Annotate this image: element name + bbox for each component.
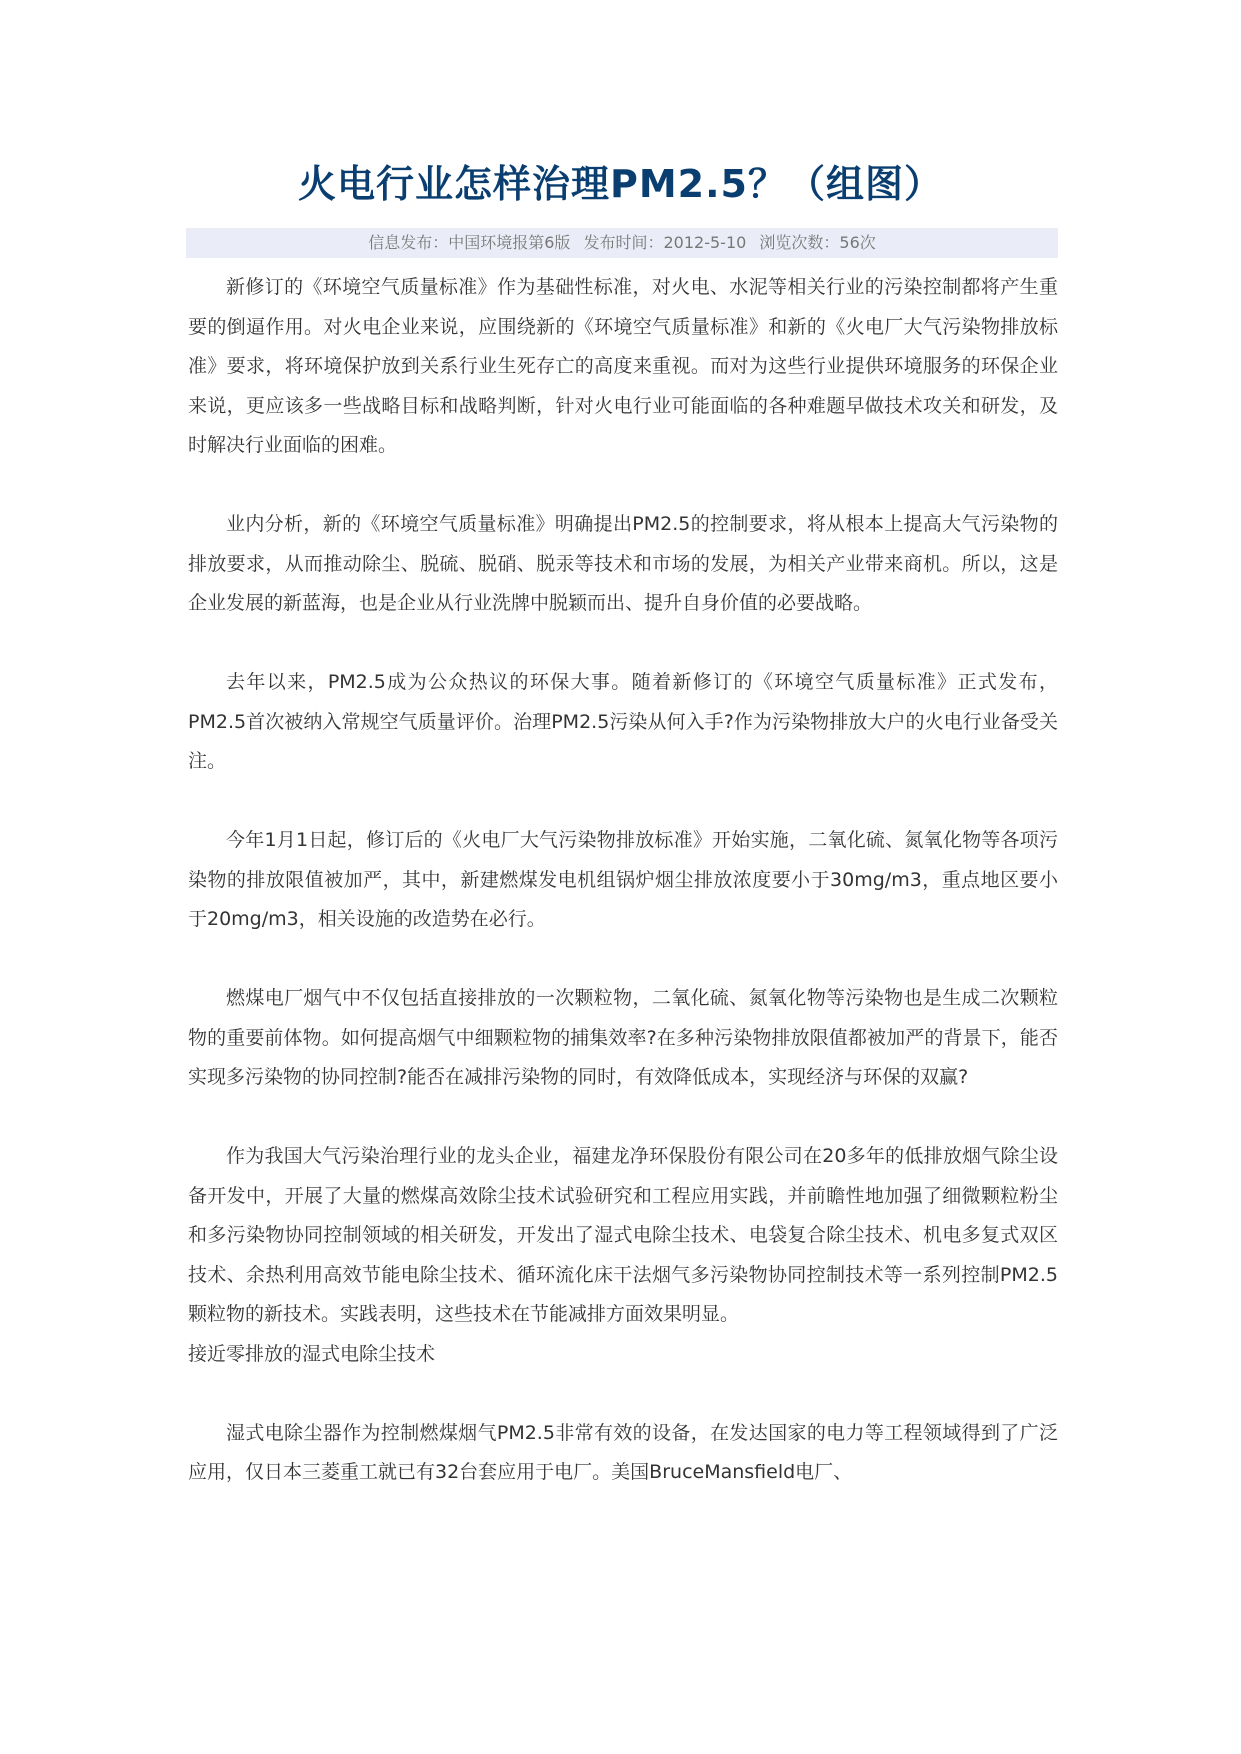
article-paragraph: 去年以来，PM2.5成为公众热议的环保大事。随着新修订的《环境空气质量标准》正式发布，PM2.5首次被纳入常规空气质量评价。治理PM2.5污染从何入手?作为污染物排放大户的火电行业备受关注。: [188, 671, 1058, 772]
article-paragraph: 湿式电除尘器作为控制燃煤烟气PM2.5非常有效的设备，在发达国家的电力等工程领域得到了广泛应用，仅日本三菱重工就已有32台套应用于电厂。美国BruceMansfield电厂、: [188, 1421, 1058, 1483]
meta-published-date: 发布时间：2012-5-10: [583, 233, 747, 252]
section-subheading: 接近零排放的湿式电除尘技术: [188, 1342, 436, 1365]
article-paragraph: 业内分析，新的《环境空气质量标准》明确提出PM2.5的控制要求，将从根本上提高大气污染物的排放要求，从而推动除尘、脱硫、脱硝、脱汞等技术和市场的发展，为相关产业带来商机。所以，这是企业发展的新蓝海，也是企业从行业洗牌中脱颖而出、提升自身价值的必要战略。: [188, 513, 1058, 614]
article-paragraph: 作为我国大气污染治理行业的龙头企业，福建龙净环保股份有限公司在20多年的低排放烟气除尘设备开发中，开展了大量的燃煤高效除尘技术试验研究和工程应用实践，并前瞻性地加强了细微颗粒粉尘和多污染物协同控制领域的相关研发，开发出了湿式电除尘技术、电袋复合除尘技术、机电多复式双区技术、余热利用高效节能电除尘技术、循环流化床干法烟气多污染物协同控制技术等一系列控制PM2.5颗粒物的新技术。实践表明，这些技术在节能减排方面效果明显。: [188, 1145, 1058, 1325]
article-paragraph: 新修订的《环境空气质量标准》作为基础性标准，对火电、水泥等相关行业的污染控制都将产生重要的倒逼作用。对火电企业来说，应围绕新的《环境空气质量标准》和新的《火电厂大气污染物排放标准》要求，将环境保护放到关系行业生死存亡的高度来重视。而对为这些行业提供环境服务的环保企业来说，更应该多一些战略目标和战略判断，针对火电行业可能面临的各种难题早做技术攻关和研发，及时解决行业面临的困难。: [188, 276, 1058, 456]
article-meta-bar: [186, 228, 1058, 258]
meta-source: 信息发布：中国环境报第6版: [368, 233, 571, 252]
article-paragraph: 燃煤电厂烟气中不仅包括直接排放的一次颗粒物，二氧化硫、氮氧化物等污染物也是生成二次颗粒物的重要前体物。如何提高烟气中细颗粒物的捕集效率?在多种污染物排放限值都被加严的背景下，能否实现多污染物的协同控制?能否在减排污染物的同时，有效降低成本，实现经济与环保的双赢?: [188, 987, 1058, 1088]
article-title: 火电行业怎样治理PM2.5？（组图）: [298, 162, 943, 206]
meta-view-count: 浏览次数：56次: [759, 233, 876, 252]
article-paragraph: 今年1月1日起，修订后的《火电厂大气污染物排放标准》开始实施，二氧化硫、氮氧化物等各项污染物的排放限值被加严，其中，新建燃煤发电机组锅炉烟尘排放浓度要小于30mg/m3，重点地区要小于20mg/m3，相关设施的改造势在必行。: [188, 829, 1058, 930]
article-body: [188, 268, 1058, 1532]
